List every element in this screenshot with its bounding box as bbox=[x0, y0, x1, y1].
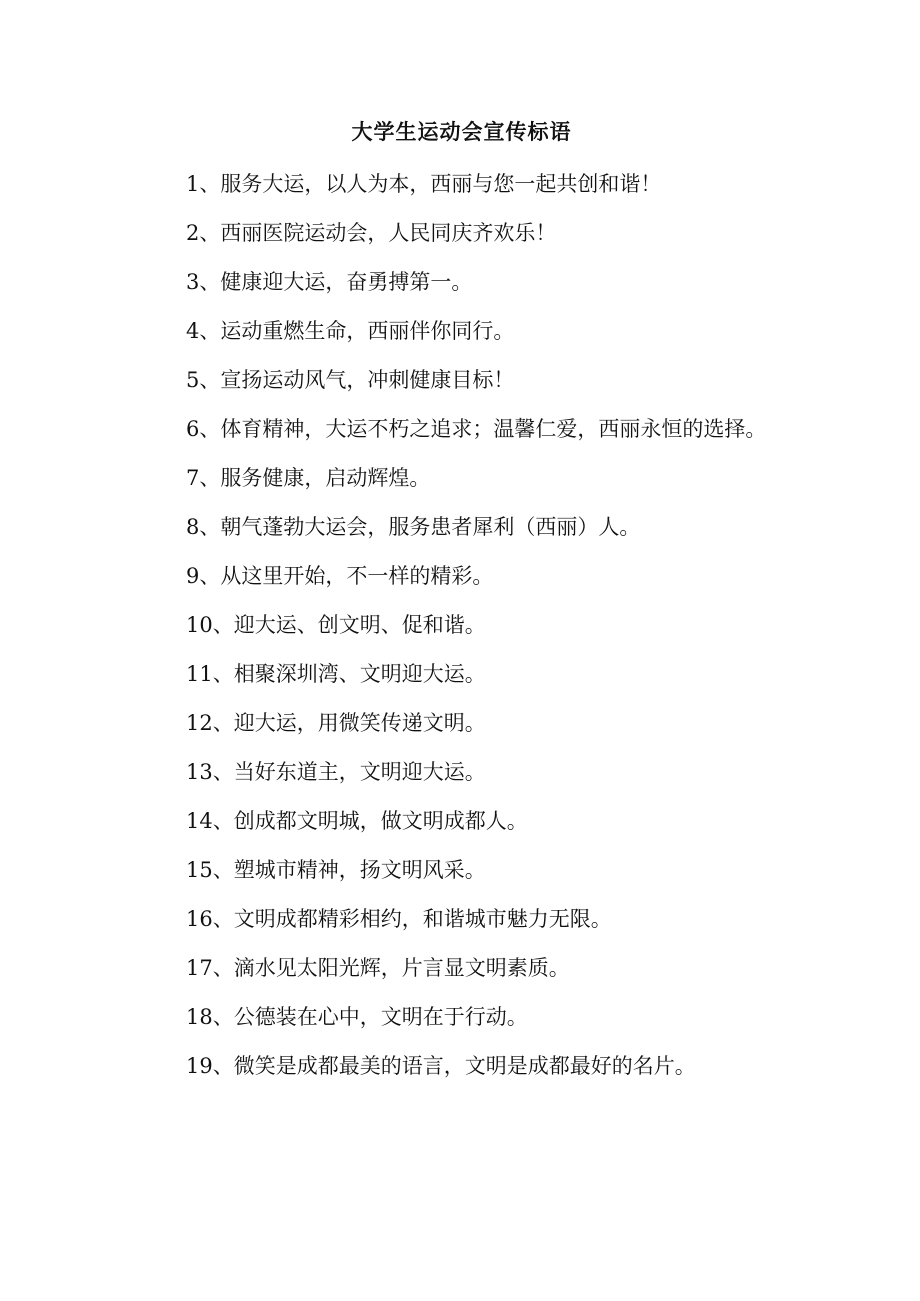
slogan-item-7: 7、服务健康，启动辉煌。 bbox=[186, 466, 431, 490]
slogan-item-12: 12、迎大运，用微笑传递文明。 bbox=[186, 711, 486, 735]
slogan-item-1: 1、服务大运，以人为本，西丽与您一起共创和谐！ bbox=[186, 172, 662, 196]
slogan-item-8: 8、朝气蓬勃大运会，服务患者犀利（西丽）人。 bbox=[186, 515, 641, 539]
slogan-item-19: 19、微笑是成都最美的语言，文明是成都最好的名片。 bbox=[186, 1054, 696, 1078]
slogan-item-10: 10、迎大运、创文明、促和谐。 bbox=[186, 613, 486, 637]
slogan-item-15: 15、塑城市精神，扬文明风采。 bbox=[186, 858, 486, 882]
slogan-list bbox=[143, 160, 780, 1091]
slogan-item-9: 9、从这里开始，不一样的精彩。 bbox=[186, 564, 494, 588]
slogan-item-11: 11、相聚深圳湾、文明迎大运。 bbox=[186, 662, 486, 686]
slogan-item-14: 14、创成都文明城，做文明成都人。 bbox=[186, 809, 528, 833]
slogan-item-4: 4、运动重燃生命，西丽伴你同行。 bbox=[186, 319, 515, 343]
slogan-item-17: 17、滴水见太阳光辉，片言显文明素质。 bbox=[186, 956, 570, 980]
slogan-item-13: 13、当好东道主，文明迎大运。 bbox=[186, 760, 486, 784]
slogan-item-3: 3、健康迎大运，奋勇搏第一。 bbox=[186, 270, 473, 294]
slogan-item-16: 16、文明成都精彩相约，和谐城市魅力无限。 bbox=[186, 907, 612, 931]
slogan-item-5: 5、宣扬运动风气，冲刺健康目标！ bbox=[186, 368, 515, 392]
document-title: 大学生运动会宣传标语 bbox=[351, 120, 572, 144]
slogan-item-6: 6、体育精神，大运不朽之追求；温馨仁爱，西丽永恒的选择。 bbox=[186, 417, 767, 441]
slogan-item-18: 18、公德装在心中，文明在于行动。 bbox=[186, 1005, 528, 1029]
slogan-item-2: 2、西丽医院运动会，人民同庆齐欢乐！ bbox=[186, 221, 557, 245]
